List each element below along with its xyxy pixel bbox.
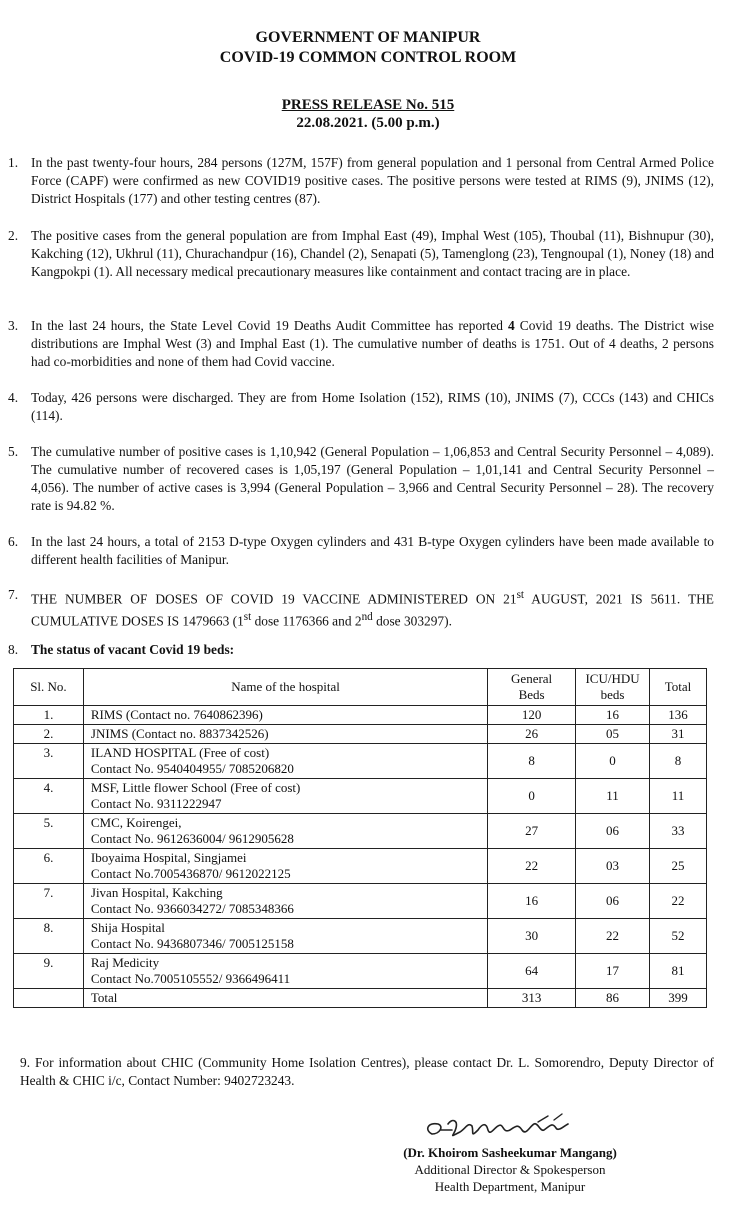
col-icu-beds: ICU/HDU beds <box>576 669 650 706</box>
signatory-name: (Dr. Khoirom Sasheekumar Mangang) <box>403 1145 617 1160</box>
col-hospital-name: Name of the hospital <box>83 669 487 706</box>
signatory-title: Additional Director & Spokesperson <box>414 1162 606 1177</box>
paragraph-9: 9. For information about CHIC (Community Home Isolation Centres), please contact Dr. L. Somorendro, Deputy Director of Health & CHIC i/c, Contact Number: 9402723243. <box>20 1055 714 1088</box>
beds-table-caption: The status of vacant Covid 19 beds: <box>31 642 235 657</box>
vacant-beds-table <box>13 668 707 1008</box>
paragraph-1: 1. In the past twenty-four hours, 284 persons (127M, 157F) from general population and 1 personal from Central Armed Police Force (CAPF) were confirmed as new COVID19 positive cases. The positive persons were tested at RIMS (9), JNIMS (12), District Hospitals (177) and other testing centres (87). <box>8 155 714 206</box>
table-row: 8. Shija Hospital Contact No. 9436807346/ 7005125158 30 22 52 <box>14 919 707 954</box>
table-row: 2. JNIMS (Contact no. 8837342526) 26 05 31 <box>14 725 707 744</box>
press-release-number: PRESS RELEASE No. 515 <box>281 97 455 113</box>
paragraph-8: 8. The status of vacant Covid 19 beds: <box>8 642 235 657</box>
col-sl-no: Sl. No. <box>14 669 84 706</box>
paragraph-5: 5. The cumulative number of positive cases is 1,10,942 (General Population – 1,06,853 and Central Security Personnel – 4,089). The cumulative number of recovered cases is 1,05,197 (General Population – 1,01,141 and Central Security Personnel – 4,056). The number of active cases is 3,994 (General Population – 3,966 and Central Security Personnel – 28). The recovery rate is 94.82 %. <box>8 444 714 513</box>
table-row: 9. Raj Medicity Contact No.7005105552/ 9366496411 64 17 81 <box>14 954 707 989</box>
govt-title: GOVERNMENT OF MANIPUR <box>255 29 481 46</box>
col-general-beds: General Beds <box>488 669 576 706</box>
table-row: 4. MSF, Little flower School (Free of cost) Contact No. 9311222947 0 11 11 <box>14 779 707 814</box>
document-header <box>0 28 736 68</box>
col-total: Total <box>650 669 707 706</box>
signature-block <box>380 1144 640 1195</box>
control-room-title: COVID-19 COMMON CONTROL ROOM <box>219 49 517 66</box>
press-release-heading <box>0 96 736 132</box>
signatory-department: Health Department, Manipur <box>434 1179 586 1194</box>
table-total-row: Total 313 86 399 <box>14 989 707 1008</box>
handwritten-signature <box>418 1112 598 1146</box>
table-row: 1. RIMS (Contact no. 7640862396) 120 16 136 <box>14 706 707 725</box>
release-date: 22.08.2021. (5.00 p.m.) <box>296 115 440 131</box>
table-row: 7. Jivan Hospital, Kakching Contact No. 9366034272/ 7085348366 16 06 22 <box>14 884 707 919</box>
table-row: 3. ILAND HOSPITAL (Free of cost) Contact No. 9540404955/ 7085206820 8 0 8 <box>14 744 707 779</box>
paragraph-2: 2. The positive cases from the general population are from Imphal East (49), Imphal West (105), Thoubal (11), Bishnupur (30), Kakching (12), Ukhrul (11), Churachandpur (16), Chandel (2), Senapati (5), Tamenglong (23), Tengnoupal (1), Noney (18) and Kangpokpi (1). All necessary medical precautionary measures like containment and contact tracing are in place. <box>8 228 714 279</box>
paragraph-7: 7. THE NUMBER OF DOSES OF COVID 19 VACCINE ADMINISTERED ON 21st AUGUST, 2021 IS 5611. THE CUMULATIVE DOSES IS 1479663 (1st dose 1176366 and 2nd dose 303297). <box>8 587 714 629</box>
table-header-row <box>14 669 707 706</box>
table-row: 6. Iboyaima Hospital, Singjamei Contact No.7005436870/ 9612022125 22 03 25 <box>14 849 707 884</box>
paragraph-3: 3. In the last 24 hours, the State Level Covid 19 Deaths Audit Committee has reported 4 Covid 19 deaths. The District wise distributions are Imphal West (3) and Imphal East (1). The cumulative number of deaths is 1751. Out of 4 deaths, 2 persons had co-morbidities and none of them had Covid vaccine. <box>8 318 714 369</box>
paragraph-4: 4. Today, 426 persons were discharged. They are from Home Isolation (152), RIMS (10), JNIMS (7), CCCs (143) and CHICs (114). <box>8 390 714 423</box>
paragraph-6: 6. In the last 24 hours, a total of 2153 D-type Oxygen cylinders and 431 B-type Oxygen cylinders have been made available to different health facilities of Manipur. <box>8 534 714 567</box>
table-row: 5. CMC, Koirengei, Contact No. 9612636004/ 9612905628 27 06 33 <box>14 814 707 849</box>
